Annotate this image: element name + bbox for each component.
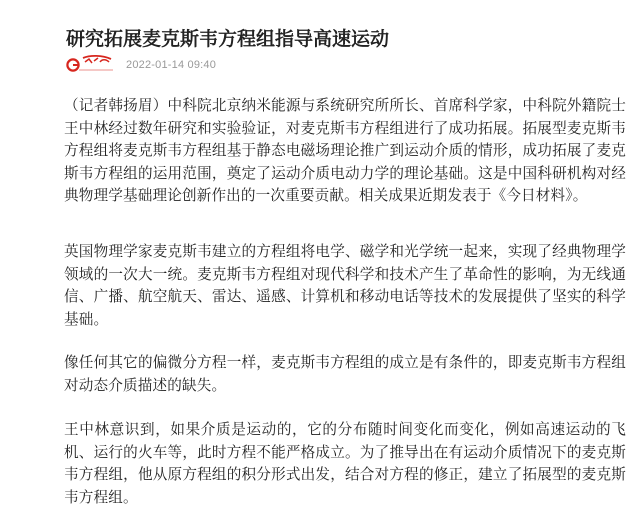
paragraph-3: 像任何其它的偏微分方程一样，麦克斯韦方程组的成立是有条件的，即麦克斯韦方程组对动态介质描述的缺失。 bbox=[64, 354, 626, 394]
paragraph-1: （记者韩扬眉）中科院北京纳米能源与系统研究所所长、首席科学家，中科院外籍院士王中林经过数年研究和实验验证，对麦克斯韦方程组进行了成功拓展。拓展型麦克斯韦方程组将麦克斯韦方程组基于静态电磁场理论推广到运动介质的情形，成功拓展了麦克斯韦方程组的运用范围，奠定了运动介质电动力学的理论基础。这是中国科研机构对经典物理学基础理论创新作出的一次重要贡献。相关成果近期发表于《今日材料》。 bbox=[64, 97, 626, 205]
publish-date: 2022-01-14 09:40 bbox=[126, 59, 217, 71]
paragraph-4: 王中林意识到，如果介质是运动的，它的分布随时间变化而变化，例如高速运动的飞机、运行的火车等，此时方程不能严格成立。为了推导出在有运动介质情况下的麦克斯韦方程组，他从原方程组的积分形式出发，结合对方程的修正，建立了拓展型的麦克斯韦方程组。 bbox=[64, 421, 626, 506]
gmw-logo-icon bbox=[66, 54, 114, 76]
source-logo[interactable] bbox=[66, 54, 114, 76]
paragraph-2: 英国物理学家麦克斯韦建立的方程组将电学、磁学和光学统一起来，实现了经典物理学领域的一次大一统。麦克斯韦方程组对现代科学和技术产生了革命性的影响，为无线通信、广播、航空航天、雷达、遥感、计算机和移动电话等技术的发展提供了坚实的科学基础。 bbox=[64, 243, 626, 328]
article-meta bbox=[66, 52, 216, 78]
article-title: 研究拓展麦克斯韦方程组指导高速运动 bbox=[66, 27, 390, 50]
